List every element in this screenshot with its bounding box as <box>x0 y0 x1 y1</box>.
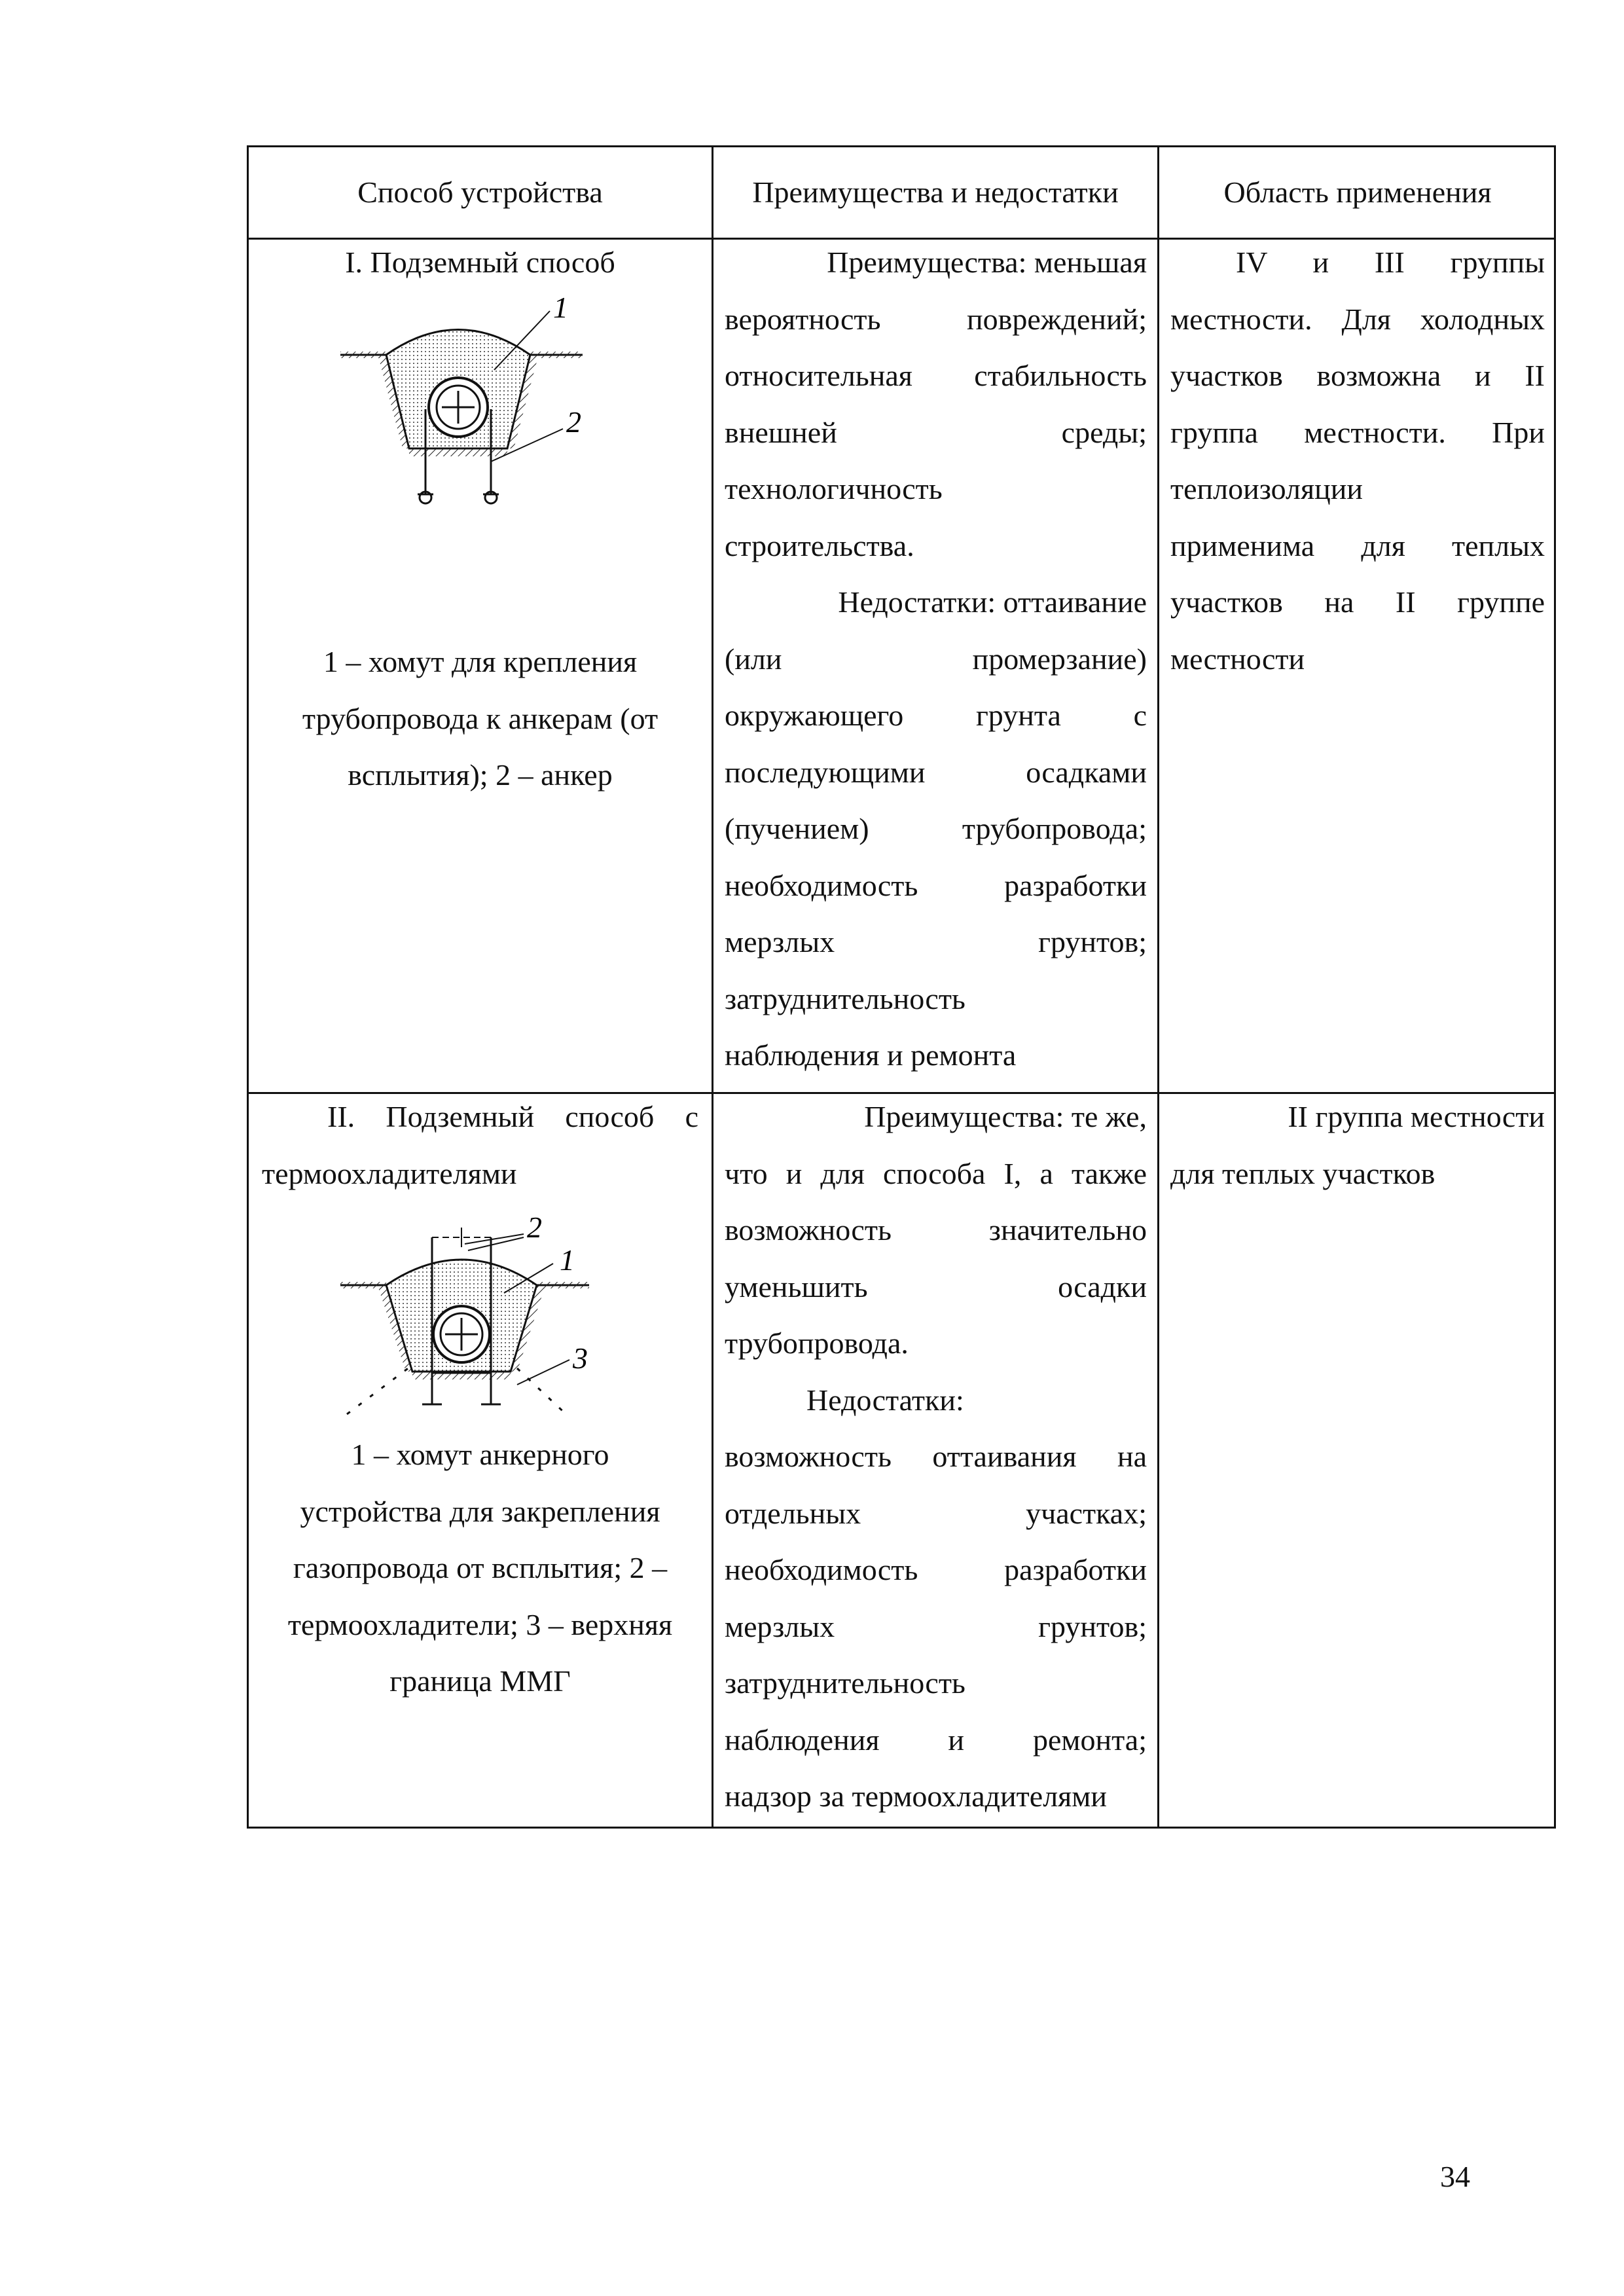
row2-caption-line-1: 1 – хомут анкерного <box>351 1438 609 1471</box>
header-application-area: Область применения <box>1223 175 1492 209</box>
row2-title-line-1: II. Подземный способ с <box>327 1100 698 1133</box>
row2-cons-line-2: возможность оттаивания на <box>725 1440 1147 1473</box>
row2-cons-line-6: затруднительность <box>725 1666 965 1700</box>
row2-cons-line-1: Недостатки: <box>806 1383 964 1417</box>
row2-caption-line-5: граница ММГ <box>389 1664 571 1698</box>
row1-area-line-1: IV и III группы <box>1236 246 1545 279</box>
row1-cons-line-2: (или промерзание) <box>725 642 1147 676</box>
row2-area-line-1: II группа местности <box>1288 1100 1545 1133</box>
row2-pros-line-4: уменьшить осадки <box>725 1269 1147 1303</box>
row1-caption-line-1: 1 – хомут для крепления <box>323 645 638 678</box>
row1-cons-line-3: окружающего грунта с <box>725 699 1147 732</box>
header-method: Способ устройства <box>357 175 603 209</box>
row1-pros-line-1: Преимущества: меньшая <box>827 246 1147 279</box>
row2-cons-line-7: наблюдения и ремонта; <box>725 1722 1147 1757</box>
row2-pros-line-1: Преимущества: те же, <box>864 1100 1147 1133</box>
row1-pros-line-4: внешней среды; <box>725 415 1147 449</box>
row1-area-line-8: местности <box>1170 642 1305 676</box>
row2-cons-line-3: отдельных участках; <box>725 1496 1147 1530</box>
row1-pros-line-2: вероятность повреждений; <box>725 302 1147 336</box>
underground-method-figure <box>334 291 648 527</box>
row1-application-area <box>1170 234 1545 687</box>
row2-caption-line-3: газопровода от всплытия; 2 – <box>293 1551 668 1584</box>
row1-method-title: I. Подземный способ <box>345 246 615 279</box>
row2-title-line-2: термоохладителями <box>262 1156 517 1190</box>
row2-figure-caption <box>249 1427 712 1710</box>
row2-caption-line-4: термоохладители; 3 – верхняя <box>287 1607 673 1641</box>
row1-area-line-2: местности. Для холодных <box>1170 302 1545 336</box>
fig1-label-1: 1 <box>553 291 568 324</box>
fig2-label-1: 1 <box>560 1243 575 1277</box>
row1-area-line-5: теплоизоляции <box>1170 472 1363 505</box>
row1-area-line-7: участков на II группе <box>1170 585 1545 619</box>
fig2-label-2: 2 <box>527 1211 542 1244</box>
thermocooler-method-figure <box>327 1208 668 1424</box>
row1-caption-line-2: трубопровода к анкерам (от <box>302 701 659 735</box>
row1-cons-line-9: наблюдения и ремонта <box>725 1038 1017 1072</box>
row2-area-line-2: для теплых участков <box>1170 1156 1435 1190</box>
row2-method-title <box>262 1089 698 1202</box>
row2-caption-line-2: устройства для закрепления <box>300 1494 660 1528</box>
row1-cons-line-5: (пучением) трубопровода; <box>725 812 1147 845</box>
fig1-label-2: 2 <box>566 405 581 439</box>
row2-pros-line-2: что и для способа I, а также <box>725 1156 1147 1190</box>
row1-pros-line-3: относительная стабильность <box>725 359 1147 392</box>
row2-application-area <box>1170 1089 1545 1202</box>
row1-caption-line-3: всплытия); 2 – анкер <box>348 758 613 792</box>
row1-cons-line-6: необходимость разработки <box>725 868 1147 902</box>
row2-pros-line-3: возможность значительно <box>725 1213 1147 1247</box>
page-number: 34 <box>1440 2160 1470 2193</box>
row1-area-line-6: применима для теплых <box>1170 528 1545 562</box>
row1-cons-line-8: затруднительность <box>725 981 965 1015</box>
row2-cons-line-8: надзор за термоохладителями <box>725 1779 1108 1813</box>
row1-cons-line-4: последующими осадками <box>725 755 1147 789</box>
row2-pros-line-5: трубопровода. <box>725 1326 909 1360</box>
row1-area-line-3: участков возможна и II <box>1170 359 1545 392</box>
row1-pros-line-6: строительства. <box>725 528 914 562</box>
row2-cons-line-4: необходимость разработки <box>725 1553 1147 1586</box>
row1-figure-caption <box>249 634 712 804</box>
row2-pros-cons <box>725 1089 1147 1825</box>
row1-cons-line-1: Недостатки: оттаивание <box>838 585 1147 619</box>
comparison-table <box>247 145 1556 1829</box>
fig2-label-3: 3 <box>573 1341 588 1375</box>
header-pros-cons: Преимущества и недостатки <box>752 175 1119 209</box>
row1-pros-line-5: технологичность <box>725 472 943 505</box>
row1-pros-cons <box>725 234 1147 1084</box>
row1-cons-line-7: мерзлых грунтов; <box>725 925 1147 958</box>
row1-area-line-4: группа местности. При <box>1170 415 1545 449</box>
row2-cons-line-5: мерзлых грунтов; <box>725 1609 1147 1643</box>
